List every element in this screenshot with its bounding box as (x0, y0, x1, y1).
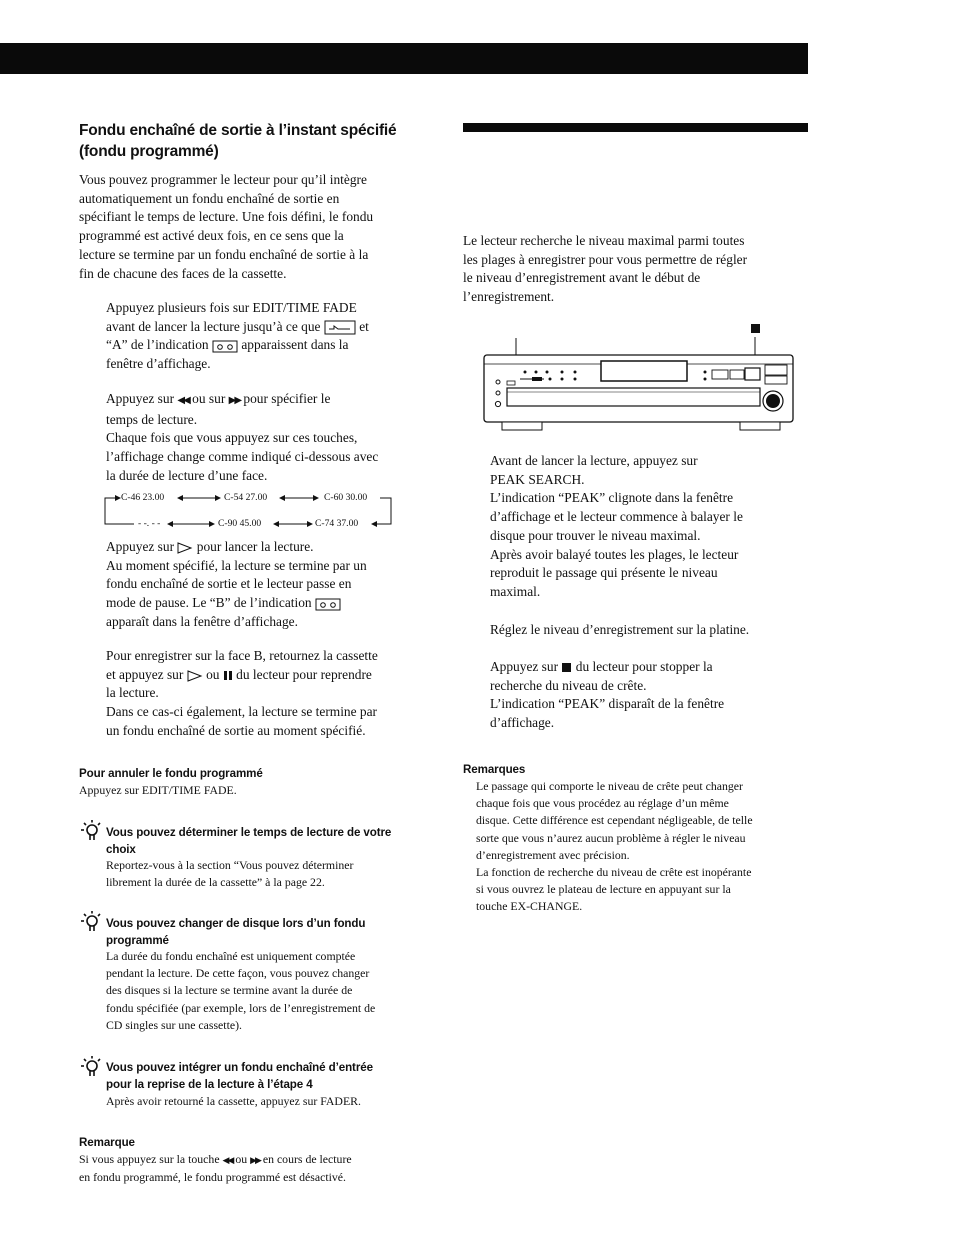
time-sequence-diagram (100, 488, 400, 532)
stop-icon (751, 324, 760, 333)
rewind-icon: ◀◀ (222, 1155, 233, 1165)
intro-paragraph: Vous pouvez programmer le lecteur pour qu’il intègre automatiquement un fondu enchaîné de sortie en spécifiant le temps de lecture. Une fois défini, le fondu programmé est activé deux fois, en ce sens que la lecture se termine par un fondu enchaîné de sortie à la fin de chacune des faces de la cassette. (79, 172, 374, 281)
tip3-text: Après avoir retourné la cassette, appuyez sur FADER. (106, 1094, 361, 1108)
sequence-c74: C-74 37.00 (315, 518, 359, 529)
play-icon (177, 542, 193, 554)
sequence-c46: C-46 23.00 (121, 492, 165, 503)
step-4: Pour enregistrer sur la face B, retournez la cassette et appuyez sur ou du lecteur pour reprendre la lecture. Dans ce cas-ci également, la lecture se termine par un fondu enchaîné de sortie au moment spécifié. (106, 648, 378, 738)
notes-title: Remarques (463, 763, 526, 776)
tip3-title: Vous pouvez intégrer un fondu enchaîné d’entrée pour la reprise de la lecture à l’étape 4 (106, 1061, 373, 1091)
play-icon (187, 670, 203, 682)
sequence-c54: C-54 27.00 (224, 492, 268, 503)
sequence-off: - -. - - (138, 518, 161, 529)
cassette-icon (315, 597, 341, 612)
tip-lightbulb-icon (78, 818, 102, 842)
fast-forward-icon: ▶▶ (250, 1155, 260, 1165)
cd-player-illustration (480, 318, 800, 434)
step-3: Appuyez sur pour lancer la lecture. Au moment spécifié, la lecture se termine par un fondu enchaîné de sortie et le lecteur passe en mode de pause. Le “B” de l’indication apparaît dans la fenêtre d’affichage. (106, 539, 367, 629)
tip2-title: Vous pouvez changer de disque lors d’un fondu programmé (106, 917, 366, 947)
notes-text: Le passage qui comporte le niveau de crête peut changer chaque fois que vous procédez au réglage d’un même disque. Cette différence est cependant négligeable, de telle sorte que vous n’aurez aucun problème à régler le niveau d’enregistrement avec précision. La fonction de recherche du niveau de crête est inopérante si vous ouvrez le plateau de lecture en appuyant sur la touche EX-CHANGE. (476, 779, 753, 914)
tip2-text: La durée du fondu enchaîné est uniquement comptée pendant la lecture. De cette façon, vous pouvez changer des disques si la lecture se termine avant la durée de fondu spécifiée (par exemple, lors de l’enregistrement de CD singles sur une cassette). (106, 949, 376, 1032)
cancel-text: Appuyez sur EDIT/TIME FADE. (79, 783, 237, 797)
fast-forward-icon: ▶▶ (228, 395, 241, 406)
tip-lightbulb-icon (78, 909, 102, 933)
rewind-icon: ◀◀ (177, 395, 189, 406)
note-title: Remarque (79, 1136, 135, 1149)
sequence-c90: C-90 45.00 (218, 518, 262, 529)
stop-icon (561, 662, 572, 673)
pause-icon (223, 670, 233, 681)
fade-indicator-icon (324, 320, 356, 335)
right-intro: Le lecteur recherche le niveau maximal parmi toutes les plages à enregistrer pour vous permettre de régler le niveau d’enregistrement avant le début de l’enregistrement. (463, 233, 748, 305)
tip1-title: Vous pouvez déterminer le temps de lecture de votre choix (106, 826, 392, 856)
section-rule (463, 123, 808, 132)
right-step-2: Réglez le niveau d’enregistrement sur la platine. (490, 622, 750, 637)
cassette-icon (212, 339, 238, 354)
tip1-text: Reportez-vous à la section “Vous pouvez déterminer librement la durée de la cassette” à la page 22. (106, 858, 354, 890)
right-step-1: Avant de lancer la lecture, appuyez sur PEAK SEARCH. L’indication “PEAK” clignote dans la fenêtre d’affichage et le lecteur commence à balayer le disque pour trouver le niveau maximal. Après avoir balayé toutes les plages, le lecteur reproduit le passage qui présente le niveau maximal. (490, 453, 743, 599)
note-text: Si vous appuyez sur la touche ◀◀ ou ▶▶ en cours de lecture en fondu programmé, le fondu programmé est désactivé. (79, 1152, 352, 1185)
sequence-c60: C-60 30.00 (324, 492, 368, 503)
section-title: Fondu enchaîné de sortie à l’instant spécifié (fondu programmé) (79, 122, 397, 160)
header-band (0, 43, 808, 74)
right-step-3: Appuyez sur du lecteur pour stopper la recherche du niveau de crête. L’indication “PEAK” disparaît de la fenêtre d’affichage. (490, 659, 725, 731)
step-1: Appuyez plusieurs fois sur EDIT/TIME FADE avant de lancer la lecture jusqu’à ce que et “A” de l’indication apparaissent dans la fenêtre d’affichage. (106, 300, 369, 372)
tip-lightbulb-icon (78, 1054, 102, 1078)
step-2: Appuyez sur ◀◀ ou sur ▶▶ pour spécifier le temps de lecture. Chaque fois que vous appuyez sur ces touches, l’affichage change comme indiqué ci-dessous avec la durée de lecture d’une face. (106, 391, 379, 483)
cancel-title: Pour annuler le fondu programmé (79, 767, 263, 780)
